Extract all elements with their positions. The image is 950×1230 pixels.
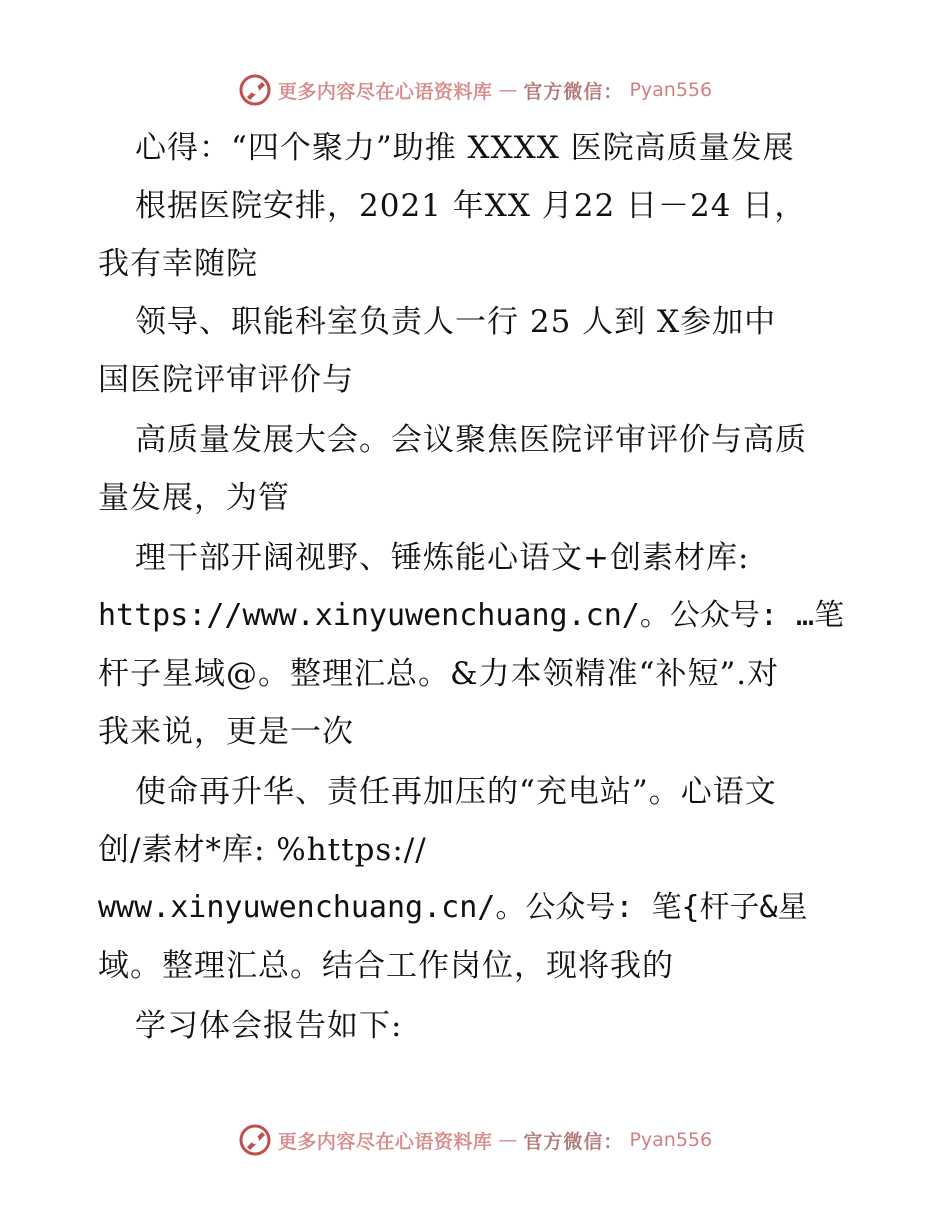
document-line: 领导、职能科室负责人一行 25 人到 X参加中 (135, 304, 777, 340)
document-title: 心得：“四个聚力”助推 XXXX 医院高质量发展 (135, 130, 795, 166)
document-line: 理干部开阔视野、锤炼能心语文+创素材库: (135, 540, 750, 576)
banner-official-label: 官方微信： (523, 80, 624, 103)
banner-brand-text: 更多内容尽在心语资料库 (277, 1130, 493, 1153)
document-line: 量发展，为管 (98, 480, 290, 516)
document-line: 我来说，更是一次 (98, 714, 354, 750)
document-line: 高质量发展大会。会议聚焦医院评审评价与高质 (135, 422, 807, 458)
feather-pen-circle-icon (238, 1123, 272, 1157)
document-line: 根据医院安排，2021 年XX 月22 日－24 日， (135, 188, 807, 224)
banner-dash: — (498, 79, 518, 101)
document-line: 使命再升华、责任再加压的“充电站”。心语文 (135, 774, 777, 810)
banner-wechat-id: Pyan556 (629, 79, 713, 101)
document-line: 学习体会报告如下: (135, 1008, 403, 1044)
document-line: 国医院评审评价与 (98, 362, 354, 398)
document-line: 域。整理汇总。结合工作岗位，现将我的 (98, 948, 674, 984)
document-line: 创/素材*库: %https:// (98, 832, 427, 868)
banner-wechat-id: Pyan556 (629, 1129, 713, 1151)
document-line-url: https://www.xinyuwenchuang.cn/。公众号: …笔 (98, 598, 845, 633)
banner-brand-text: 更多内容尽在心语资料库 (277, 80, 493, 103)
document-line-url: www.xinyuwenchuang.cn/。公众号: 笔{杆子&星 (98, 890, 808, 925)
footer-watermark-banner (0, 1120, 950, 1160)
document-line: 我有幸随院 (98, 246, 258, 282)
banner-dash: — (498, 1129, 518, 1151)
banner-official-label: 官方微信： (523, 1130, 624, 1153)
document-line: 杆子星域@。整理汇总。&力本领精准“补短”.对 (98, 656, 780, 692)
